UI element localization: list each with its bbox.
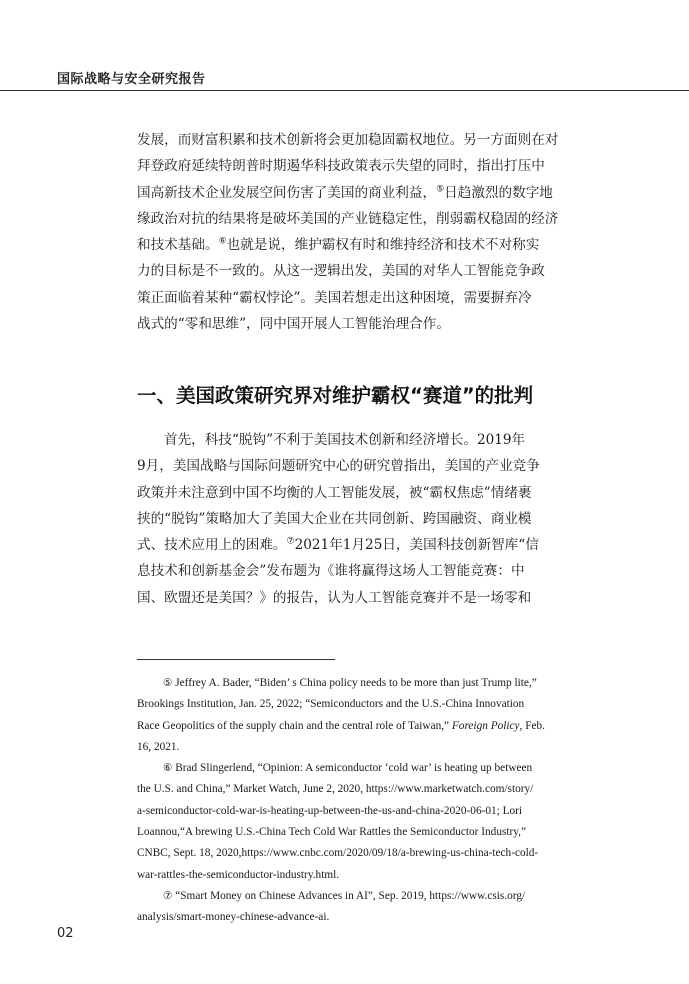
text-line: 缘政治对抗的结果将是破坏美国的产业链稳定性，削弱霸权稳固的经济: [137, 210, 559, 227]
page-number: 02: [57, 926, 74, 941]
footnote-mark: ⑦: [163, 889, 173, 902]
text-line: 挟的“脱钩”策略加大了美国大企业在共同创新、跨国融资、商业模: [137, 510, 532, 527]
text-line: 力的目标是不一致的。从这一逻辑出发，美国的对华人工智能竞争政: [137, 263, 545, 280]
footnote-link-text[interactable]: CNBC, Sept. 18, 2020,https://www.cnbc.com/2020/09/18/a-brewing-us-china-tech-cold-: [137, 847, 539, 860]
text-line: [137, 180, 593, 206]
footnote-text: Brad Slingerlend, “Opinion: A semiconductor ‘cold war’ is heating up between: [175, 762, 533, 775]
footnote-link-text[interactable]: a-semiconductor-cold-war-is-heating-up-between-the-us-and-china-2020-06-01; Lori: [137, 804, 523, 817]
footnote-text: Race Geopolitics of the supply chain and the central role of Taiwan,”: [137, 719, 452, 732]
footnotes: [137, 673, 593, 929]
footnote-text: Brookings Institution, Jan. 25, 2022; “Semiconductors and the U.S.-China Innovation: [137, 698, 525, 711]
footnote-7: [137, 886, 593, 907]
text-segment: 国高新技术企业发展空间伤害了美国的商业利益，: [137, 184, 437, 201]
text-segment: 和技术基础。: [137, 237, 219, 254]
footnote-rule: [137, 659, 335, 660]
text-line: 国、欧盟还是美国？》的报告，认为人工智能竞赛并不是一场零和: [137, 589, 532, 606]
text-line: 拜登政府延续特朗普时期遏华科技政策表示失望的同时，指出打压中: [137, 158, 545, 175]
text-segment: 也就是说，维护霸权有时和维持经济和技术不对称实: [226, 237, 540, 254]
footnote-link-text[interactable]: analysis/smart-money-chinese-advance-ai.: [137, 911, 330, 924]
text-segment: 2021年1月25日，美国科技创新智库“信: [294, 537, 539, 554]
text-line: 策正面临着某种“霸权悖论”。美国若想走出这种困境，需要摒弃冷: [137, 289, 532, 306]
section-heading: 一、美国政策研究界对维护霸权“赛道”的批判: [137, 384, 534, 407]
text-segment: 式、技术应用上的困难。: [137, 537, 287, 554]
footnote-link-text[interactable]: war-rattles-the-semiconductor-industry.html.: [137, 868, 340, 881]
footnote-5: [137, 673, 593, 694]
footnote-link-text[interactable]: “Smart Money on Chinese Advances in AI”, Sep. 2019, https://www.csis.org/: [175, 889, 526, 902]
text-line: [137, 532, 593, 558]
footnote-text: [137, 716, 593, 737]
text-line: 政策并未注意到中国不均衡的人工智能发展，被“霸权焦虑”情绪裹: [137, 484, 532, 501]
footnote-mark: ⑥: [163, 762, 173, 775]
text-line: 9月，美国战略与国际问题研究中心的研究曾指出，美国的产业竞争: [137, 458, 540, 475]
footnote-ref-6[interactable]: ⑥: [218, 236, 227, 247]
header-rule: [0, 90, 689, 91]
footnote-link-text[interactable]: the U.S. and China,” Market Watch, June 2, 2020, https://www.marketwatch.com/story/: [137, 783, 534, 796]
footnote-italic-source: Foreign Policy: [451, 719, 520, 732]
footnote-mark: ⑤: [163, 677, 173, 689]
footnote-6: [137, 758, 593, 779]
footnote-text: , Feb.: [519, 719, 545, 732]
text-line: [137, 232, 593, 258]
footnote-text: Loannou,“A brewing U.S.-China Tech Cold War Rattles the Semiconductor Industry,”: [137, 826, 527, 839]
body-paragraph-2: [137, 427, 593, 611]
footnote-text: 16, 2021.: [137, 740, 180, 753]
footnote-ref-5[interactable]: ⑤: [436, 184, 445, 195]
footnote-ref-7[interactable]: ⑦: [286, 536, 295, 547]
text-line: 首先，科技“脱钩”不利于美国技术创新和经济增长。2019年: [164, 432, 526, 448]
text-line: 息技术和创新基金会”发布题为《谁将赢得这场人工智能竞赛：中: [137, 563, 525, 580]
running-header-title: 国际战略与安全研究报告: [57, 72, 206, 87]
text-line: 发展，而财富积累和技术创新将会更加稳固霸权地位。另一方面则在对: [137, 132, 559, 148]
text-segment: 日趋激烈的数字地: [444, 184, 553, 201]
text-line: 战式的“零和思维”，同中国开展人工智能治理合作。: [137, 316, 450, 333]
body-paragraph-1: [137, 127, 593, 337]
footnote-text: Jeffrey A. Bader, “Biden’ s China policy needs to be more than just Trump lite,”: [175, 677, 537, 689]
